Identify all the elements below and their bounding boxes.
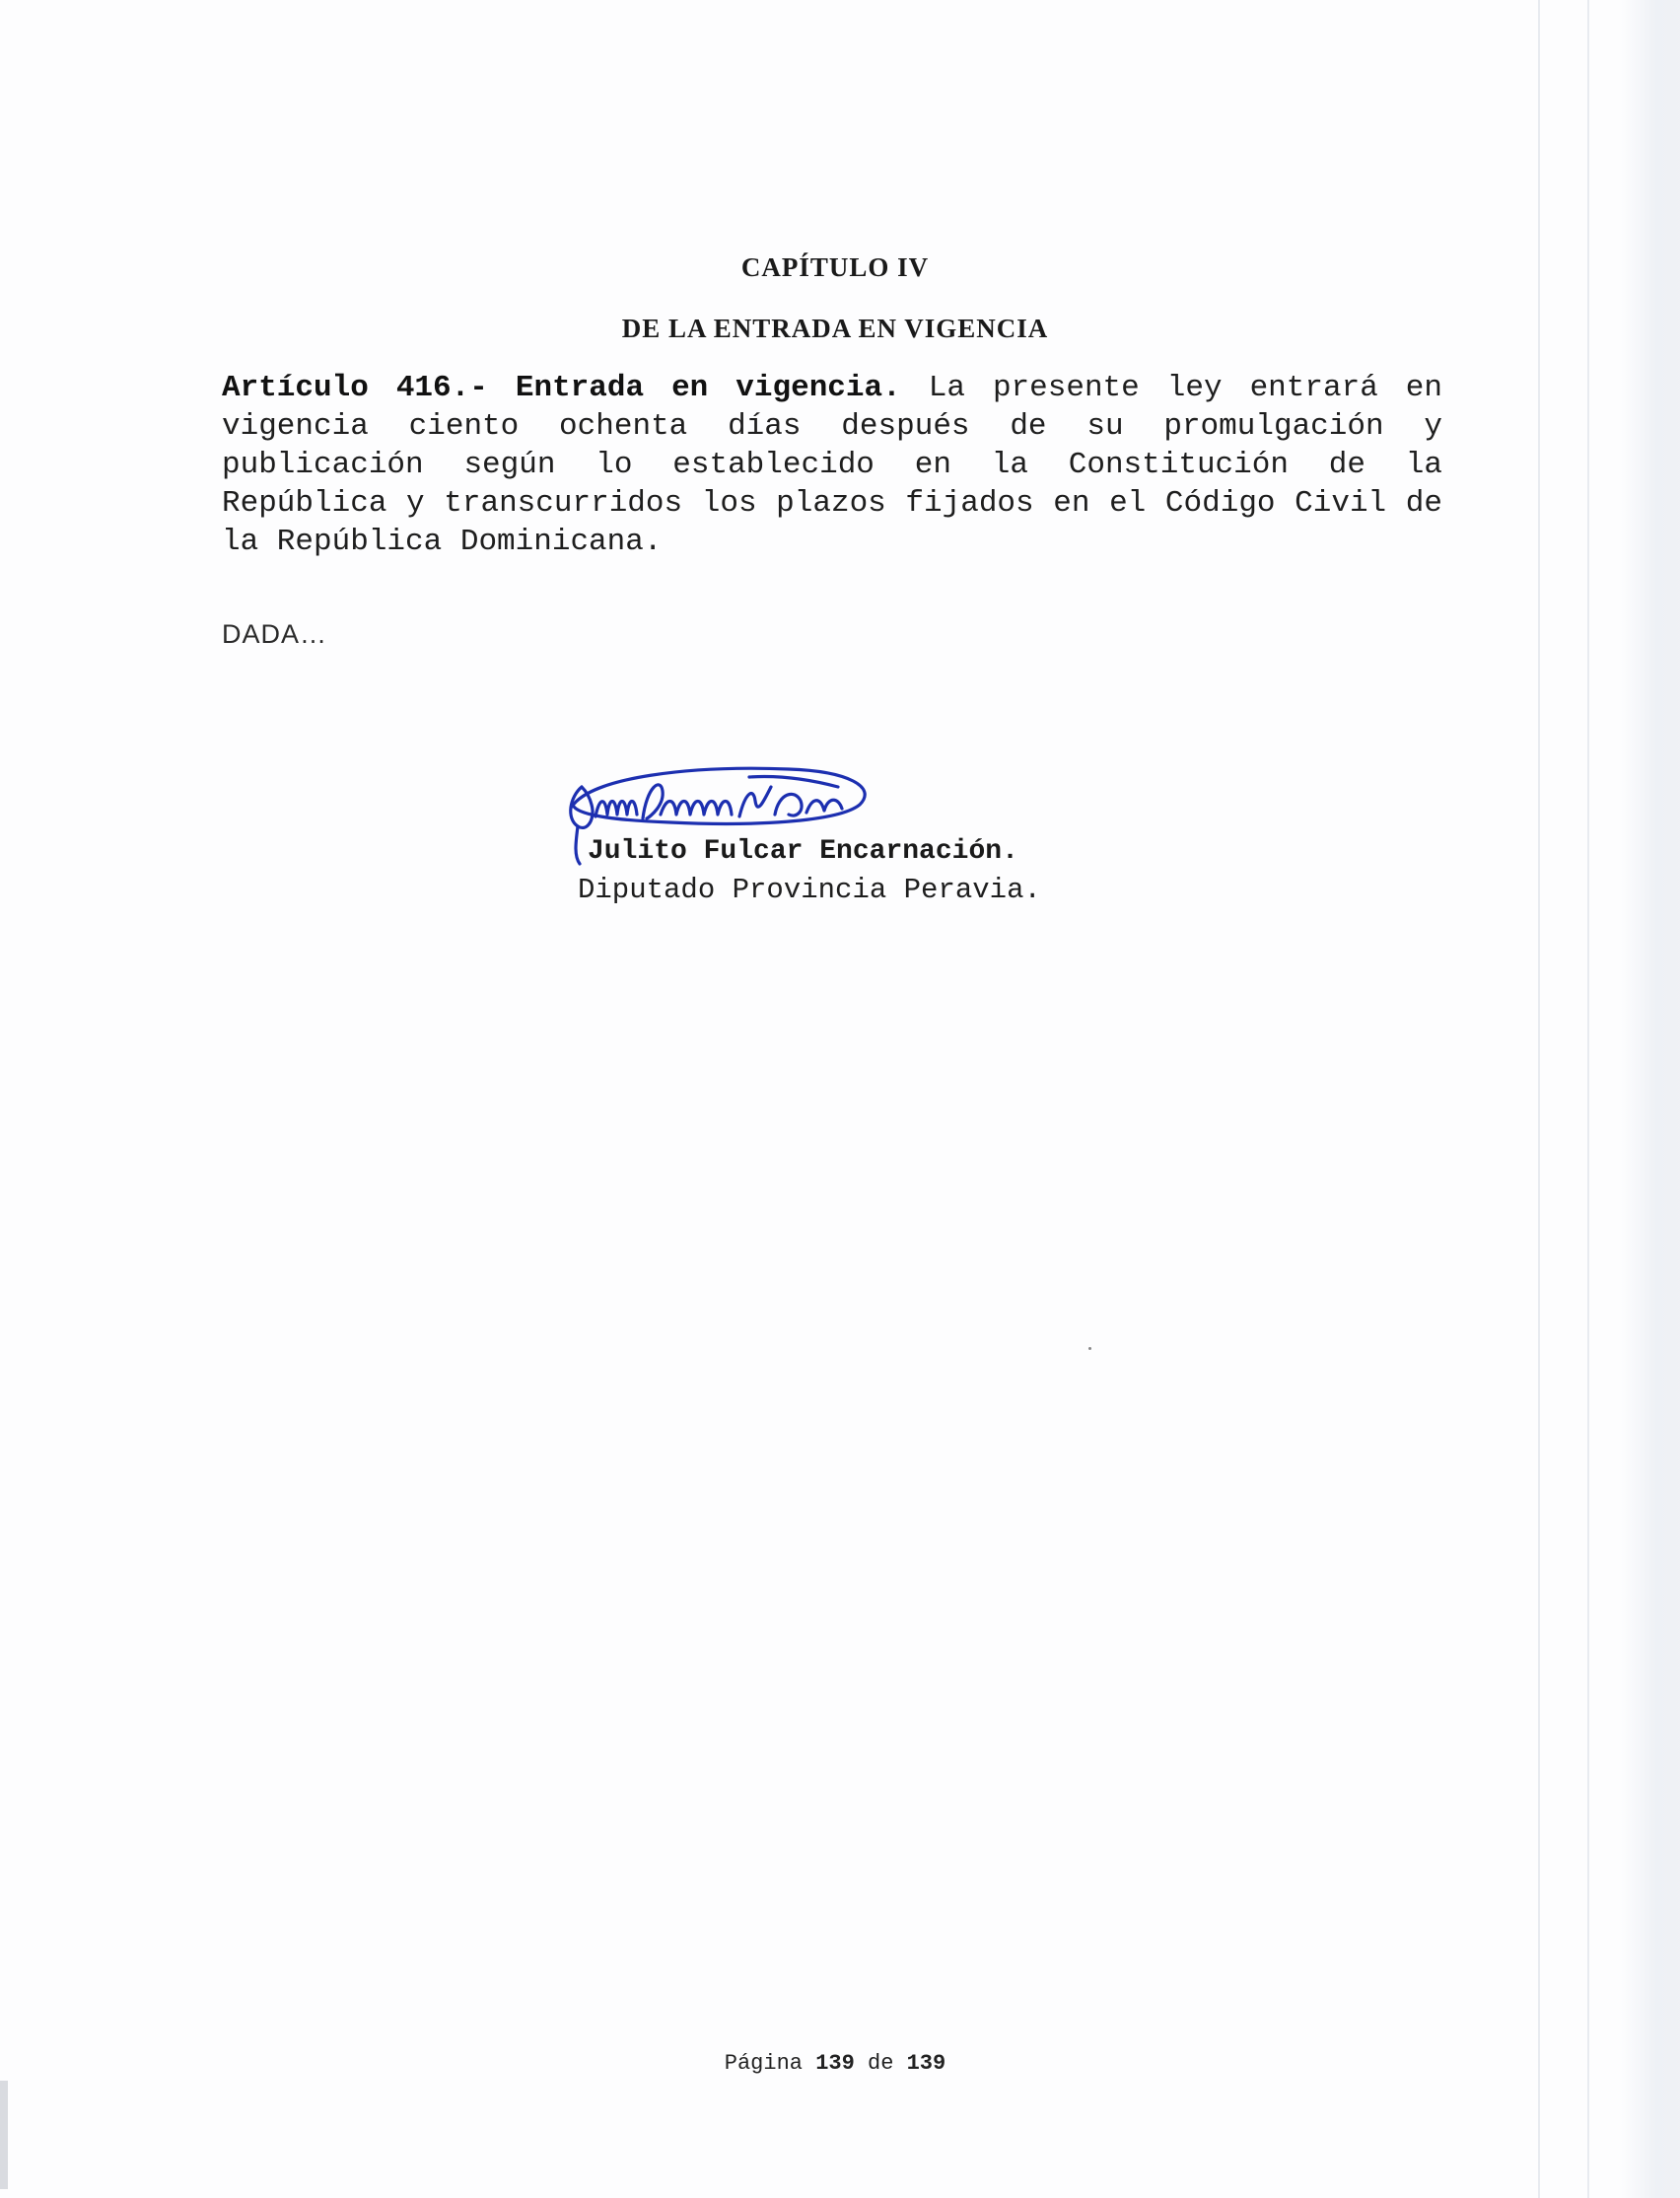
total-pages: 139 [906,2051,946,2076]
scan-left-mark [0,2081,8,2189]
article-paragraph [222,369,1442,561]
of-label: de [868,2051,894,2076]
page-number: 139 [815,2051,855,2076]
page-label: Página [724,2051,803,2076]
page-footer [0,2051,1670,2076]
chapter-subtitle: DE LA ENTRADA EN VIGENCIA [621,314,1049,343]
article-heading: Entrada en vigencia. [515,371,901,405]
article-number: Artículo 416.- [222,371,488,405]
closing-text: DADA… [222,619,328,649]
scan-speck [1088,1347,1091,1350]
article-body: La presente ley entrará en vigencia ciento ochenta días después de su promulgación y publicación según lo establecido en la Constitución de la República y transcurridos los plazos fijados en el Código Civil de la República Dominicana. [222,371,1443,559]
chapter-title: CAPÍTULO IV [740,252,930,282]
signer-role: Diputado Provincia Peravia. [578,874,1041,906]
signer-name: Julito Fulcar Encarnación. [588,836,1018,867]
